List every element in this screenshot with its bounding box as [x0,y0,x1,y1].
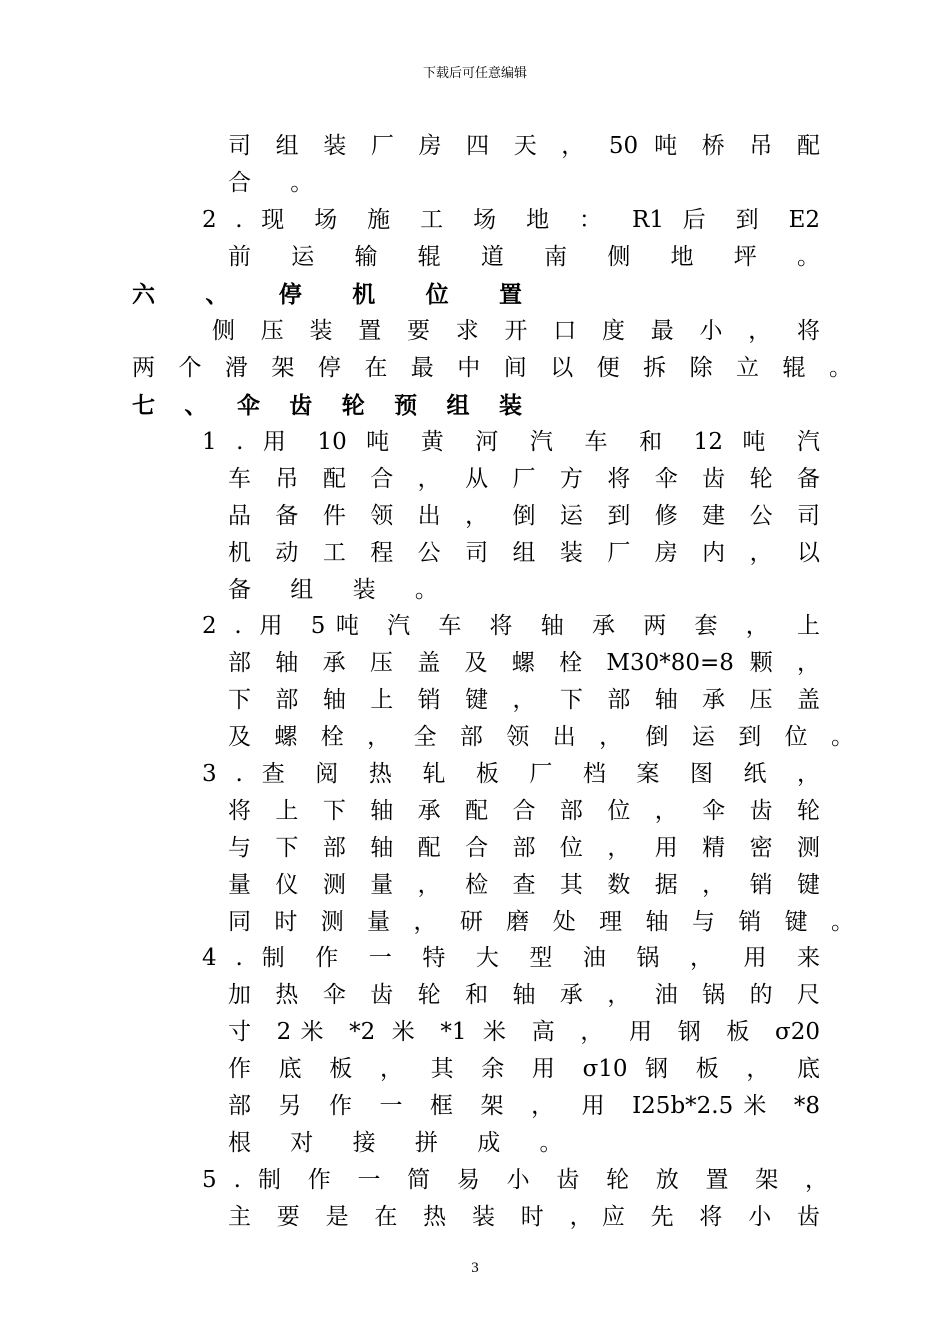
text-line: 作 底 板 ， 其 余 用 σ10 钢 板 ， 底 [228,1056,820,1082]
text-line: 量 仪 测 量 ， 检 查 其 数 据 ， 销 键 [228,872,820,898]
page-number: 3 [471,1260,479,1276]
list-item-2: 2 . 用 5吨 汽 车 将 轴 承 两 套 ， 上 [202,613,820,639]
list-item-3: 3 . 查 阅 热 轧 板 厂 档 案 图 纸 ， [202,761,820,787]
text-line: 将 上 下 轴 承 配 合 部 位 ， 伞 齿 轮 [228,798,820,824]
paragraph-line: 两 个 滑 架 停 在 最 中 间 以 便 拆 除 立 辊 。 [132,355,852,381]
text-line: 及 螺 栓 ， 全 部 领 出 ， 倒 运 到 位 。 [228,724,854,750]
list-item-2: 2 . 现 场 施 工 场 地 ： R1 后 到 E2 [202,207,820,233]
list-item-1: 1 . 用 10 吨 黄 河 汽 车 和 12 吨 汽 [202,429,820,455]
text-line: 同 时 测 量 ， 研 磨 处 理 轴 与 销 键 。 [228,909,854,935]
section-heading-7: 七 、 伞 齿 轮 预 组 装 [132,392,522,419]
section-heading-6: 六 、 停 机 位 置 [132,281,522,308]
text-line: 备 组 装 。 [228,577,454,603]
text-line: 司 组 装 厂 房 四 天 ， 50 吨 桥 吊 配 [228,133,820,159]
page-header: 下载后可任意编辑 [422,66,527,81]
paragraph-line: 侧 压 装 置 要 求 开 口 度 最 小 ， 将 [212,318,820,344]
text-line: 加 热 伞 齿 轮 和 轴 承 ， 油 锅 的 尺 [228,982,820,1008]
text-line: 寸 2米 *2 米 *1 米 高 ， 用 钢 板 σ20 [228,1019,820,1045]
text-line: 部 另 作 一 框 架 ， 用 I25b*2.5米 *8 [228,1093,820,1119]
text-line: 与 下 部 轴 配 合 部 位 ， 用 精 密 测 [228,835,820,861]
text-line: 部 轴 承 压 盖 及 螺 栓 M30*80=8 颗 ， [228,650,820,676]
text-line: 根 对 接 拼 成 。 [228,1130,579,1156]
text-line: 车 吊 配 合 ， 从 厂 方 将 伞 齿 轮 备 [228,466,820,492]
list-item-5: 5 . 制 作 一 简 易 小 齿 轮 放 置 架 ， [202,1167,828,1193]
text-line: 主 要 是 在 热 装 时 ，应 先 将 小 齿 [228,1204,820,1230]
list-item-4: 4 . 制 作 一 特 大 型 油 锅 ， 用 来 [202,945,820,971]
text-line: 合 。 [228,170,330,196]
text-line: 前 运 输 辊 道 南 侧 地 坪 。 [228,244,820,270]
text-line: 品 备 件 领 出 ， 倒 运 到 修 建 公 司 [228,503,820,529]
text-line: 下 部 轴 上 销 键 ， 下 部 轴 承 压 盖 [228,687,820,713]
text-line: 机 动 工 程 公 司 组 装 厂 房 内 ， 以 [228,540,820,566]
